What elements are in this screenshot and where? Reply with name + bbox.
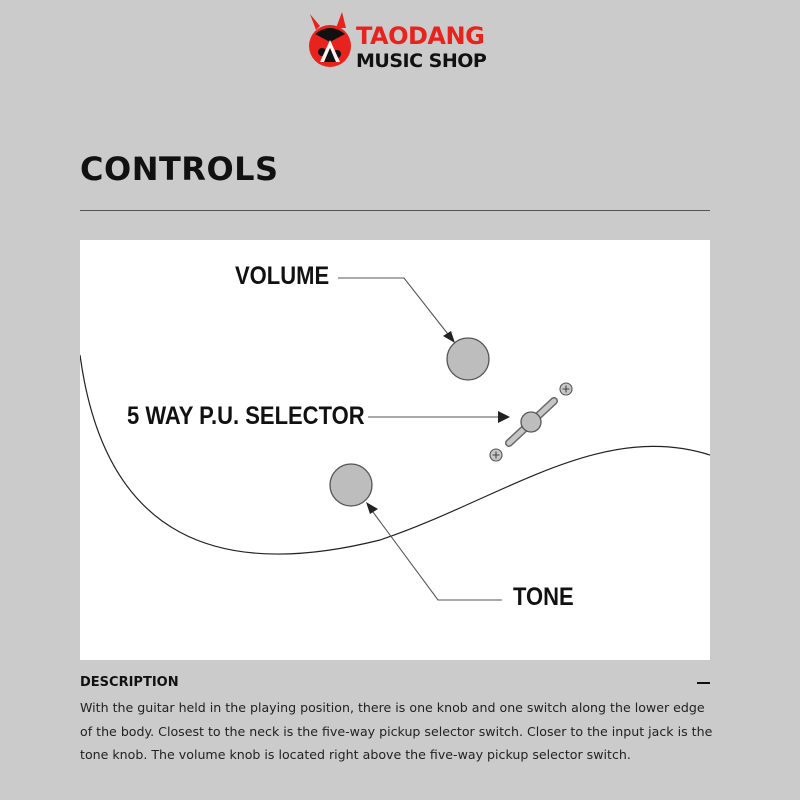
guitar-body-outline [80,355,710,554]
screw-top-icon [560,383,572,395]
tone-leader-line [370,508,502,600]
selector-switch [509,401,554,443]
volume-label: VOLUME [235,262,330,290]
tone-knob [330,464,372,506]
volume-arrowhead [443,331,455,343]
brand-logo[interactable] [306,12,506,72]
brand-name: TAODANG [356,22,485,50]
tone-arrowhead [366,502,378,514]
screw-bottom-icon [490,449,502,461]
brand-subtitle: MUSIC SHOP [356,50,487,72]
minus-icon[interactable] [697,682,710,684]
controls-diagram-svg [80,240,710,660]
selector-label: 5 WAY P.U. SELECTOR [127,402,365,430]
title-divider [80,210,710,211]
description-heading: DESCRIPTION [80,675,179,690]
description-body: With the guitar held in the playing position, there is one knob and one switch along the lower edge of the body. Closest to the neck is the five-way pickup selector switch. Closer to the input jack is the tone knob. The volume knob is located right above the five-way pickup selector switch. [80,700,713,762]
ladybug-logo-icon [306,12,356,70]
volume-knob [447,338,489,380]
page-title: CONTROLS [80,150,279,188]
tone-label: TONE [513,583,574,611]
controls-diagram [80,240,710,660]
selector-arrowhead [498,411,510,423]
volume-leader-line [338,278,451,338]
